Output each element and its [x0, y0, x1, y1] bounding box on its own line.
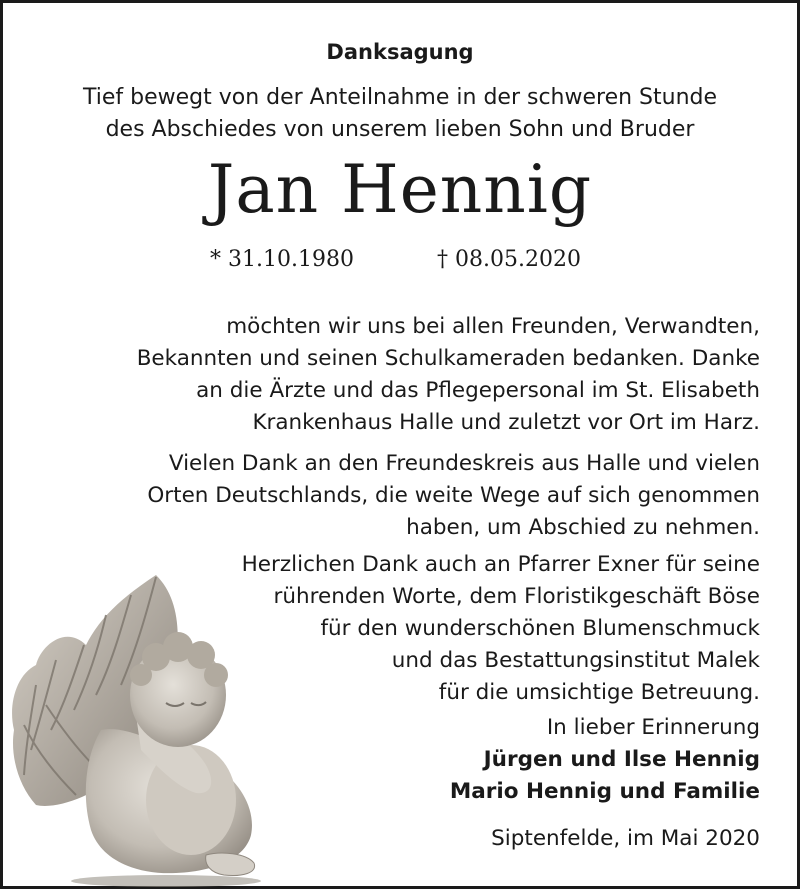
- paragraph-line: rührenden Worte, dem Floristikgeschäft Böse: [273, 584, 760, 609]
- angel-figure-image: [6, 555, 276, 887]
- paragraph-line: an die Ärzte und das Pflegepersonal im St. Elisabeth: [196, 378, 760, 403]
- closing-block: [450, 712, 760, 808]
- paragraph-line: Bekannten und seinen Schulkameraden bedanken. Danke: [136, 346, 760, 371]
- paragraph-line: und das Bestattungsinstitut Malek: [391, 648, 760, 673]
- paragraph-line: haben, um Abschied zu nehmen.: [406, 515, 760, 540]
- paragraph-line: Orten Deutschlands, die weite Wege auf sich genommen: [147, 483, 760, 508]
- paragraph-line: Herzlichen Dank auch an Pfarrer Exner für seine: [241, 552, 760, 577]
- death-date: † 08.05.2020: [437, 247, 581, 272]
- birth-date: * 31.10.1980: [210, 247, 354, 272]
- closing-intro: In lieber Erinnerung: [546, 715, 760, 740]
- intro-line: des Abschiedes von unserem lieben Sohn und Bruder: [105, 117, 695, 142]
- signatory-brother: Mario Hennig und Familie: [449, 779, 760, 804]
- paragraph-line: für den wunderschönen Blumenschmuck: [320, 616, 760, 641]
- deceased-name: Jan Hennig: [207, 151, 593, 228]
- paragraph-line: für die umsichtige Betreuung.: [438, 680, 760, 705]
- paragraph-line: Krankenhaus Halle und zuletzt vor Ort im Harz.: [252, 410, 760, 435]
- thanks-paragraph-3: [242, 549, 760, 709]
- place-and-date: Siptenfelde, im Mai 2020: [491, 826, 760, 851]
- thanks-paragraph-1: [137, 311, 760, 439]
- thanks-paragraph-2: [147, 448, 760, 544]
- intro-line: Tief bewegt von der Anteilnahme in der schweren Stunde: [82, 85, 718, 110]
- paragraph-line: möchten wir uns bei allen Freunden, Verwandten,: [226, 314, 760, 339]
- intro-text: [0, 82, 800, 146]
- paragraph-line: Vielen Dank an den Freundeskreis aus Halle und vielen: [168, 451, 760, 476]
- notice-heading: Danksagung: [326, 40, 474, 64]
- signatory-parents: Jürgen und Ilse Hennig: [483, 747, 760, 772]
